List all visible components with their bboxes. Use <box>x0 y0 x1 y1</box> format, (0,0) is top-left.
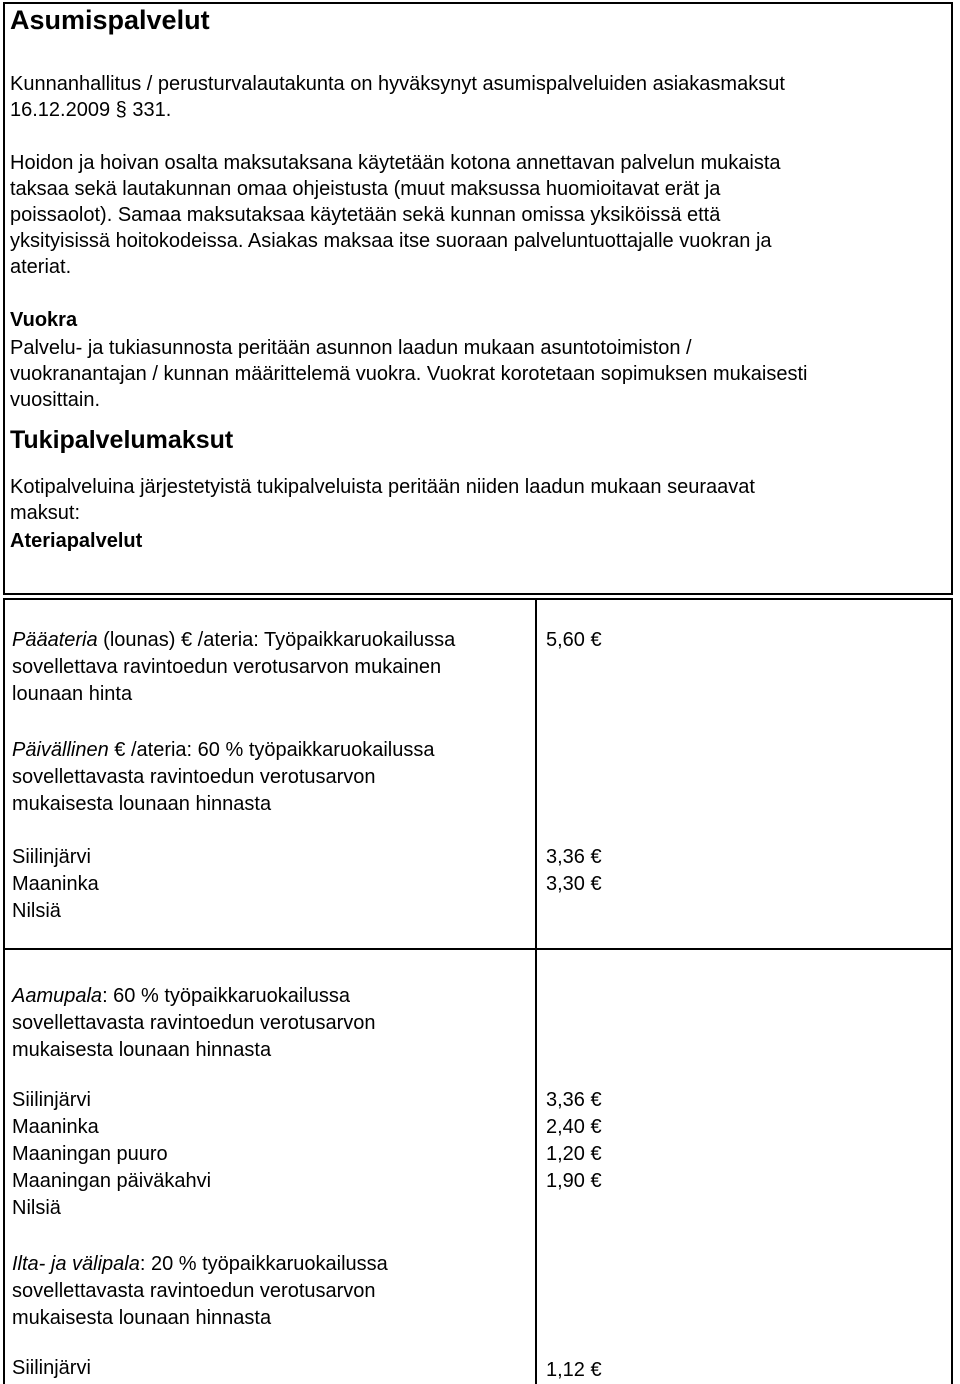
breakfast-name: Aamupala <box>12 985 103 1007</box>
lunch-name: Pääateria <box>12 629 98 651</box>
snack-name: Ilta- ja välipala <box>12 1253 140 1275</box>
breakfast-place-4: Maaningan päiväkahvi <box>12 1170 212 1192</box>
care-line-4: yksityisissä hoitokodeissa. Asiakas maksaa itse suoraan palveluntuottajalle vuokran ja <box>10 230 772 252</box>
dinner-place-1: Siilinjärvi <box>12 846 91 868</box>
rent-line-1: Palvelu- ja tukiasunnosta peritään asunnon laadun mukaan asuntotoimiston / <box>10 337 692 359</box>
breakfast-place-1: Siilinjärvi <box>12 1089 91 1111</box>
snack-price-1: 1,12 € <box>546 1359 602 1381</box>
care-line-2: taksaa sekä lautakunnan omaa ohjeistusta (muut maksussa huomioitavat erät ja <box>10 178 721 200</box>
page-title: Asumispalvelut <box>10 5 210 35</box>
table-border-top <box>3 598 953 600</box>
breakfast-price-1: 3,36 € <box>546 1089 602 1111</box>
dinner-price-1: 3,36 € <box>546 846 602 868</box>
breakfast-price-2: 2,40 € <box>546 1116 602 1138</box>
table-divider <box>3 948 953 950</box>
dinner-line-1 <box>12 737 434 764</box>
table-border-right <box>951 598 953 1384</box>
breakfast-line-3: mukaisesta lounaan hinnasta <box>12 1039 272 1061</box>
snack-place-1: Siilinjärvi <box>12 1357 91 1379</box>
dinner-place-3: Nilsiä <box>12 900 61 922</box>
rent-line-2: vuokranantajan / kunnan määrittelemä vuokra. Vuokrat korotetaan sopimuksen mukaisesti <box>10 363 808 385</box>
lunch-line-1 <box>12 627 455 654</box>
intro-line-2: 16.12.2009 § 331. <box>10 99 172 121</box>
dinner-place-2: Maaninka <box>12 873 99 895</box>
lunch-line-3: lounaan hinta <box>12 683 133 705</box>
table-column-divider <box>535 598 537 1384</box>
breakfast-place-3: Maaningan puuro <box>12 1143 168 1165</box>
snack-line-3: mukaisesta lounaan hinnasta <box>12 1307 272 1329</box>
table-border-left <box>3 598 5 1384</box>
care-line-5: ateriat. <box>10 256 72 278</box>
lunch-line-2: sovellettava ravintoedun verotusarvon mukainen <box>12 656 442 678</box>
snack-desc-1: : 20 % työpaikkaruokailussa <box>139 1253 388 1275</box>
support-heading: Tukipalvelumaksut <box>10 426 234 454</box>
support-line-1: Kotipalveluina järjestetyistä tukipalveluista peritään niiden laadun mukaan seuraavat <box>10 476 755 498</box>
rent-heading: Vuokra <box>10 309 78 331</box>
dinner-line-3: mukaisesta lounaan hinnasta <box>12 793 272 815</box>
snack-line-1 <box>12 1251 388 1278</box>
lunch-desc-1: (lounas) € /ateria: Työpaikkaruokailussa <box>97 629 456 651</box>
breakfast-price-4: 1,90 € <box>546 1170 602 1192</box>
dinner-name: Päivällinen <box>12 739 109 761</box>
rent-line-3: vuosittain. <box>10 389 101 411</box>
breakfast-place-2: Maaninka <box>12 1116 99 1138</box>
dinner-line-2: sovellettavasta ravintoedun verotusarvon <box>12 766 376 788</box>
snack-line-2: sovellettavasta ravintoedun verotusarvon <box>12 1280 376 1302</box>
dinner-price-2: 3,30 € <box>546 873 602 895</box>
breakfast-desc-1: : 60 % työpaikkaruokailussa <box>102 985 350 1007</box>
lunch-price: 5,60 € <box>546 629 602 651</box>
support-line-2: maksut: <box>10 502 81 524</box>
care-line-1: Hoidon ja hoivan osalta maksutaksana käytetään kotona annettavan palvelun mukaista <box>10 152 781 174</box>
breakfast-price-3: 1,20 € <box>546 1143 602 1165</box>
meal-services-heading: Ateriapalvelut <box>10 530 143 552</box>
breakfast-line-2: sovellettavasta ravintoedun verotusarvon <box>12 1012 376 1034</box>
breakfast-line-1 <box>12 983 350 1010</box>
dinner-desc-1: € /ateria: 60 % työpaikkaruokailussa <box>108 739 435 761</box>
intro-line-1: Kunnanhallitus / perusturvalautakunta on hyväksynyt asumispalveluiden asiakasmaksut <box>10 73 785 95</box>
breakfast-place-5: Nilsiä <box>12 1197 61 1219</box>
care-line-3: poissaolot). Samaa maksutaksaa käytetään sekä kunnan omissa yksiköissä että <box>10 204 721 226</box>
